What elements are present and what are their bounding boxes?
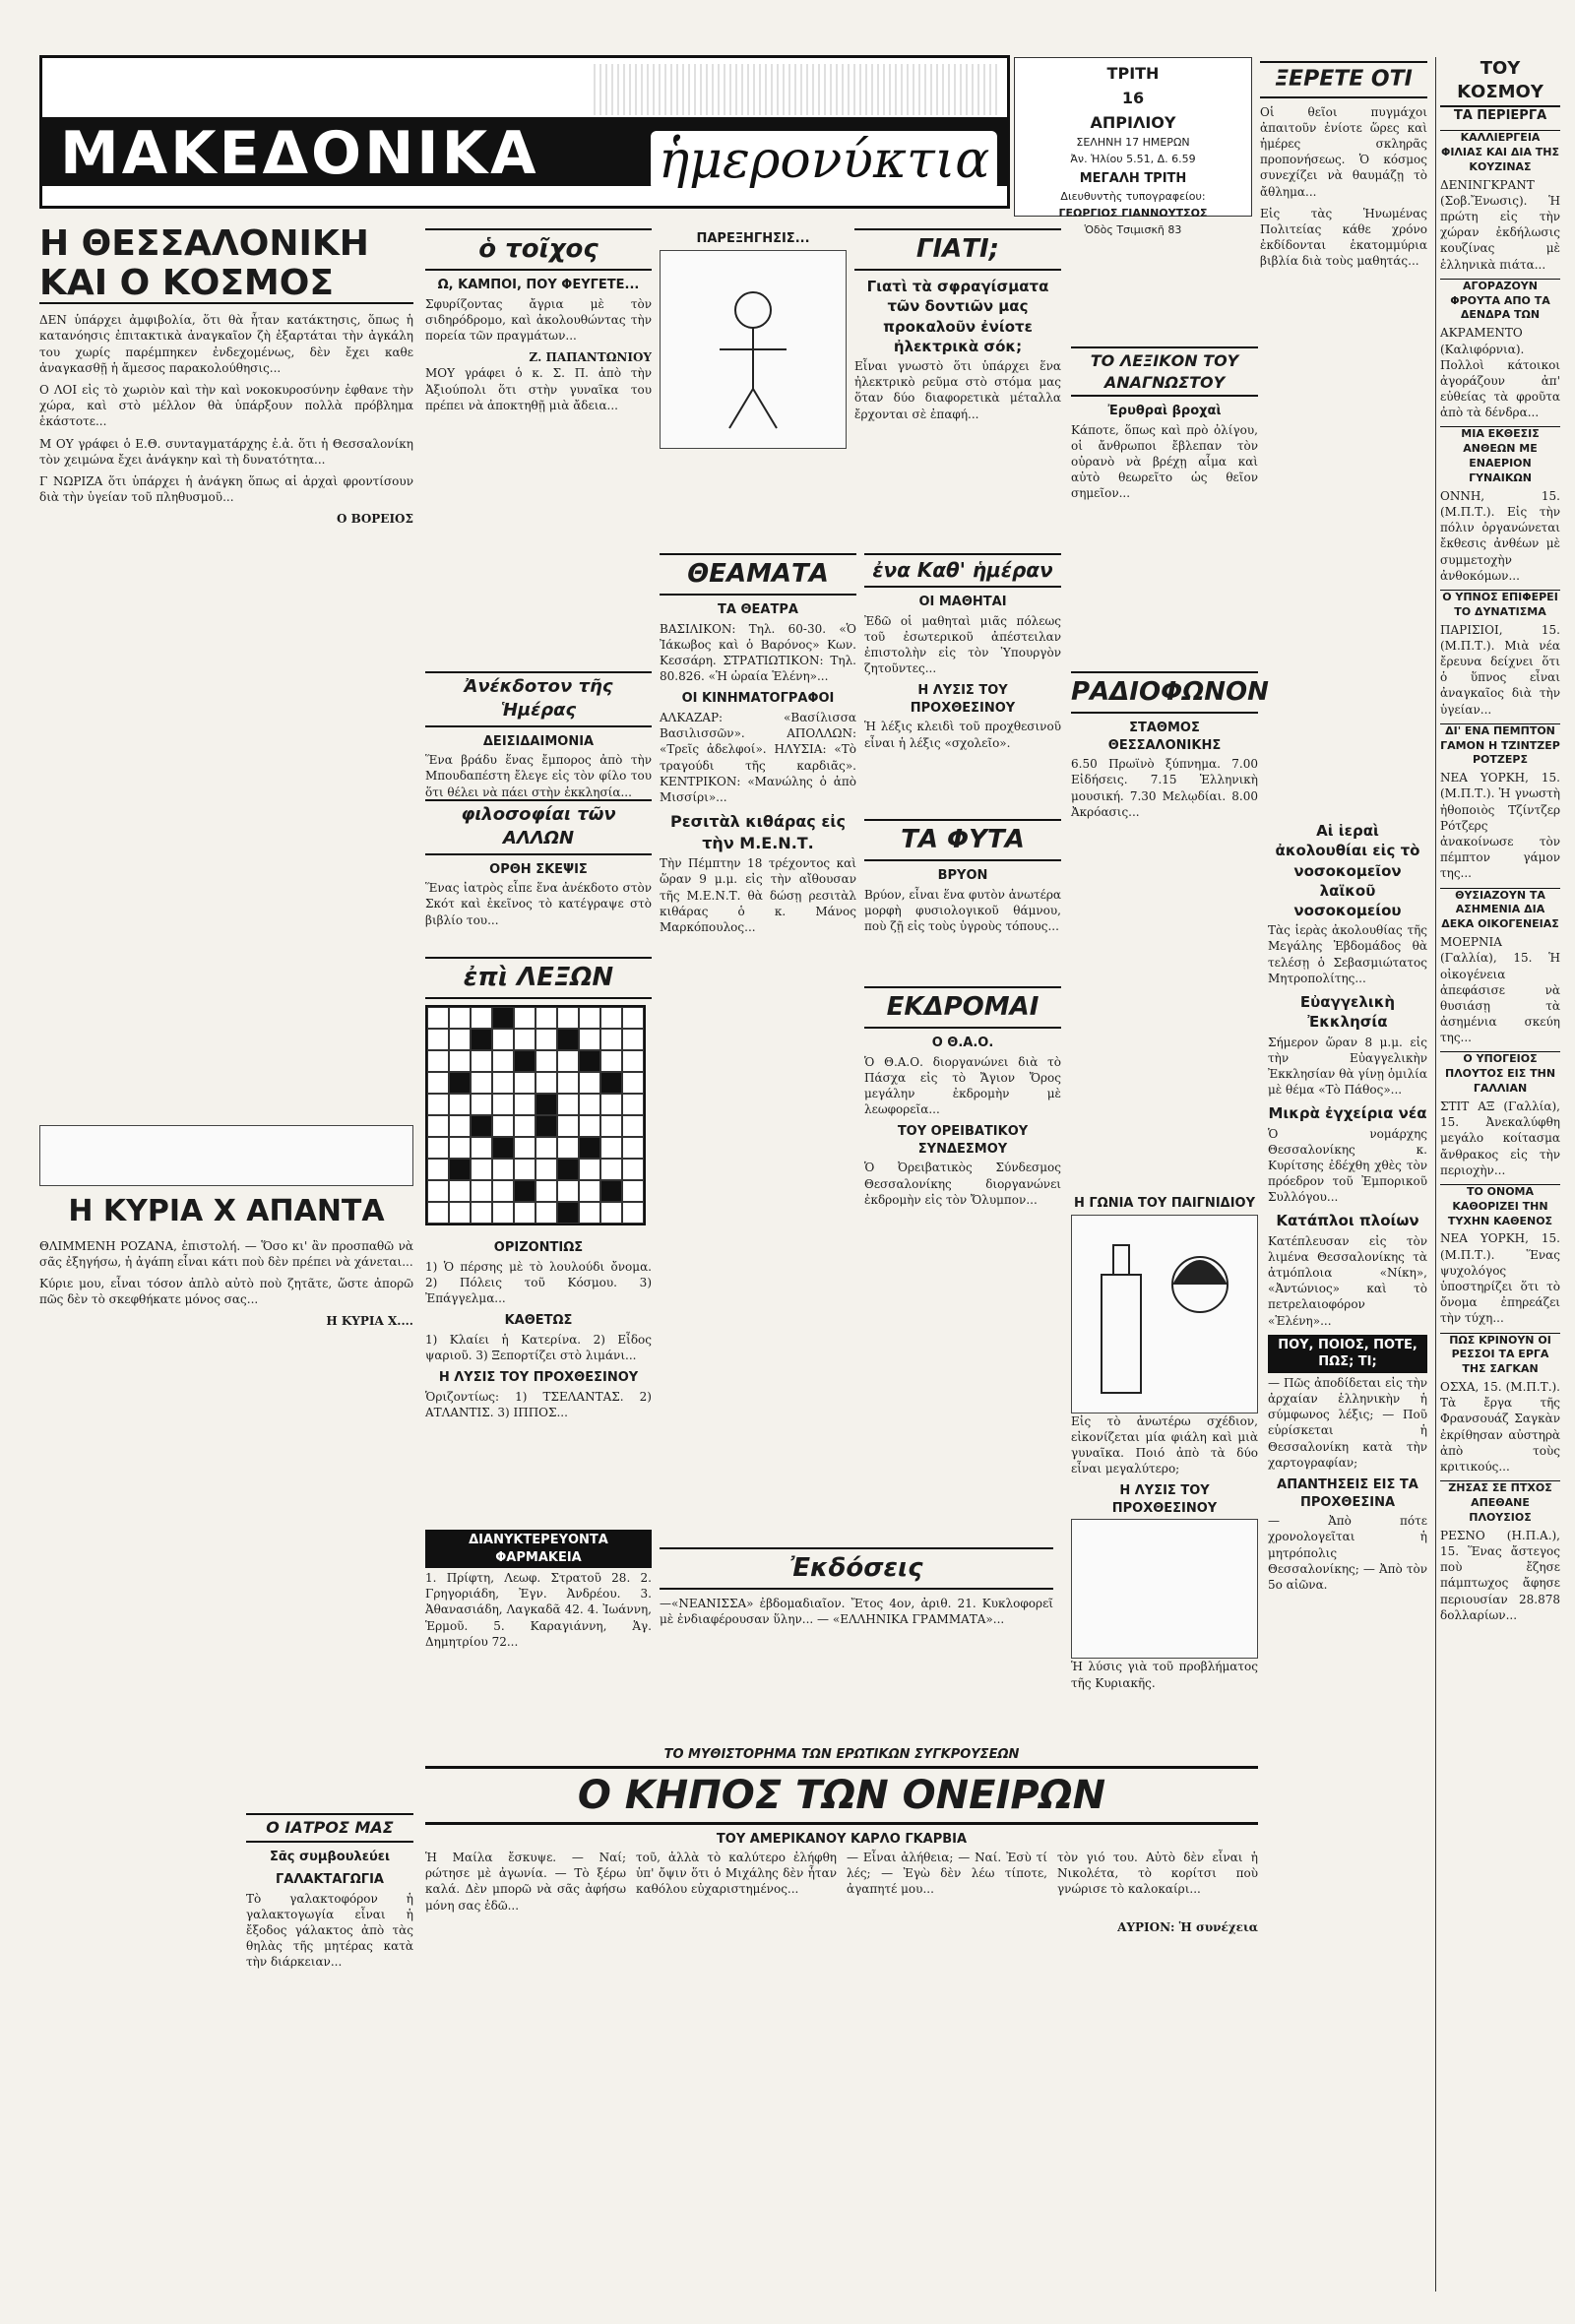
giati-text: Εἶναι γνωστὸ ὅτι ὑπάρχει ἕνα ἠλεκτρικὸ ρεῦμα στὸ στόμα μας ὅταν δύο διαφορετικὰ μέταλλα ἔρχονται σὲ ἐπαφή...	[854, 359, 1061, 421]
kosmos-item-head: ΑΓΟΡΑΖΟΥΝ ΦΡΟΥΤΑ ΑΠΟ ΤΑ ΔΕΝΔΡΑ ΤΩΝ	[1440, 279, 1560, 324]
crossword-cell	[557, 1072, 579, 1094]
crossword-cell	[557, 1180, 579, 1202]
crossword-cell	[449, 1202, 471, 1224]
crossword-cell	[557, 1050, 579, 1072]
crossword-cell	[449, 1029, 471, 1050]
crossword-cell	[622, 1094, 644, 1115]
pharmacies-list: 1. Πρίφτη, Λεωφ. Στρατοῦ 28. 2. Γρηγοριάδη, Ἐγν. Ἀνδρέου. 3. Ἀθανασιάδη, Λαγκαδᾶ 42. 4. Ἰωάννη, Ἑρμοῦ. 5. Καραγιάννη, Ἁγ. Δημητρίου 72...	[425, 1571, 652, 1649]
giati-column	[854, 224, 1061, 539]
kampoi-banner: ὁ τοῖχος	[425, 228, 652, 271]
xerete-text: Οἱ θεῖοι πυγμάχοι ἀπαιτοῦν ἐνίοτε ὥρες καὶ ἡμέρες σκληρᾶς προπονήσεως. Ὁ κόσμος συνεχίζει νὰ θαυμάζῃ τὸ ἄθλημα...	[1260, 104, 1427, 199]
kosmos-sub: ΤΑ ΠΕΡΙΕΡΓΑ	[1453, 107, 1547, 123]
crossword-cell	[536, 1159, 557, 1180]
iatros-text: Τὸ γαλακτοφόρον ἡ γαλακτογωγία εἶναι ἡ ἔξοδος γάλακτος ἀπὸ τὰς θηλὰς τῆς μητέρας κατὰ τὴν διάρκειαν...	[246, 1891, 413, 1970]
main-byline: Ο ΒΟΡΕΙΟΣ	[337, 512, 413, 527]
kosmos-item-head: ΔΙ' ΕΝΑ ΠΕΜΠΤΟΝ ΓΑΜΟΝ Η ΤΖΙΝΤΖΕΡ ΡΟΤΖΕΡΣ	[1440, 723, 1560, 767]
crossword-cell	[471, 1159, 492, 1180]
gonia-solution-title: Η ΛΥΣΙΣ ΤΟΥ ΠΡΟΧΘΕΣΙΝΟΥ	[1111, 1483, 1218, 1516]
kosmos-item-text: ΝΕΑ ΥΟΡΚΗ, 15. (Μ.Π.Τ.). Ἡ γνωστὴ ἠθοποιὸς Τζίντζερ Ρότζερς ἀνακοίνωσε τὸν πέμπτον γάμον της...	[1440, 771, 1560, 881]
kosmos-item-head: Ο ΥΠΝΟΣ ΕΠΙΦΕΡΕΙ ΤΟ ΔΥΝΑΤΙΣΜΑ	[1440, 590, 1560, 620]
crossword-cell	[492, 1137, 514, 1159]
main-headline: Η ΘΕΣΣΑΛΟΝΙΚΗ ΚΑΙ Ο ΚΟΣΜΟΣ	[39, 224, 413, 304]
crossword-cell	[557, 1115, 579, 1137]
kosmos-item-text: ΡΕΣΝΟ (Η.Π.Α.), 15. Ἕνας ἄστεγος ποὺ ἔζησε πάμπτωχος ἄφησε περιουσίαν 28.878 δολλαρίων...	[1440, 1528, 1560, 1622]
crossword-cell	[449, 1072, 471, 1094]
crossword-cell	[492, 1202, 514, 1224]
main-para2: Ο ΛΟΙ εἰς τὸ χωριὸν καὶ τὴν καὶ νοκοκυροσύνην ἐφθανε τὴν χώρα, καὶ στὸ μέλλον θὰ ὑπάρξουν πολλὰ πρόβλημα ἑκάστοτε...	[39, 382, 413, 429]
theamata-banner: ΘΕΑΜΑΤΑ	[660, 553, 856, 596]
crossword-solution-title: Η ΛΥΣΙΣ ΤΟΥ ΠΡΟΧΘΕΣΙΝΟΥ	[438, 1370, 639, 1386]
gonia-illustration	[1071, 1215, 1258, 1413]
crossword-cell	[579, 1115, 600, 1137]
crossword-cell	[492, 1072, 514, 1094]
anekdoto-banner: Ἀνέκδοτον τῆς Ἡμέρας	[425, 671, 652, 727]
kathimeran-text: Ἐδῶ οἱ μαθηταὶ μιᾶς πόλεως τοῦ ἐσωτερικοῦ ἀπέστειλαν ἐπιστολὴν εἰς τὸν Ὑπουργὸν ζητοῦντες...	[864, 613, 1061, 676]
crossword-cell	[427, 1115, 449, 1137]
crossword-cell	[600, 1029, 622, 1050]
gonia-solution-illustration	[1071, 1519, 1258, 1659]
kampoi-text: Σφυρίζοντας ἄγρια μὲ τὸν σιδηρόδρομο, καὶ ἀκολουθώντας τὴν πορεία τῶν πραγμάτων...	[425, 296, 652, 344]
crossword-cell	[492, 1050, 514, 1072]
ekdromai-head1: Ο Θ.Α.Ο.	[931, 1036, 994, 1051]
date-day: ΤΡΙΤΗ	[1106, 64, 1160, 83]
crossword-cell	[471, 1180, 492, 1202]
iatros-sub: Σᾶς συμβουλεύει	[269, 1849, 391, 1864]
kosmos-item-head: ΚΑΛΛΙΕΡΓΕΙΑ ΦΙΛΙΑΣ ΚΑΙ ΔΙΑ ΤΗΣ ΚΟΥΖΙΝΑΣ	[1440, 131, 1560, 173]
crossword-cell	[557, 1137, 579, 1159]
crossword-cell	[449, 1050, 471, 1072]
crossword-cell	[427, 1202, 449, 1224]
crossword-cell	[492, 1159, 514, 1180]
crossword-across: 1) Ὁ πέρσης μὲ τὸ λουλούδι ὄνομα. 2) Πόλεις τοῦ Κόσμου. 3) Ἐπάγγελμα...	[425, 1259, 652, 1306]
crossword-down-title: ΚΑΘΕΤΩΣ	[504, 1313, 573, 1329]
crossword-cell	[427, 1029, 449, 1050]
kosmos-item-text: ΠΑΡΙΣΙΟΙ, 15. (Μ.Π.Τ.). Μιὰ νέα ἔρευνα δείχνει ὅτι ὁ ὕπνος εἶναι ἀναγκαῖος διὰ τὴν ὑγείαν...	[1440, 622, 1560, 717]
main-article	[39, 224, 413, 1110]
date-sun: Ἀν. Ἡλίου 5.51, Δ. 6.59	[1070, 153, 1196, 165]
kyria-text2: Κύριε μου, εἶναι τόσον ἀπλὸ αὐτὸ ποὺ ζητᾶτε, ὥστε ἀπορῶ πῶς δὲν τὸ σκεφθήκατε μόνος σας...	[39, 1276, 413, 1307]
kosmos-item-text: ΟΝΝΗ, 15. (Μ.Π.Τ.). Εἰς τὴν πόλιν ὀργανώνεται ἔκθεσις ἀνθέων μὲ συμμετοχὴν ἀνθοκόμων...	[1440, 488, 1560, 583]
crossword-cell	[514, 1072, 536, 1094]
crossword-cell	[579, 1180, 600, 1202]
radio-text: 6.50 Πρωϊνὸ ξύπνημα. 7.00 Εἰδήσεις. 7.15 Ἑλληνικὴ μουσική. 7.30 Μελῳδίαι. 8.00 Ἀκρόασις...	[1071, 757, 1258, 819]
kathimeran-banner: ἐνα Καθ' ἡμέραν	[864, 553, 1061, 588]
crossword-cell	[536, 1094, 557, 1115]
recital-head: Ρεσιτὰλ κιθάρας εἰς τὴν Μ.Ε.Ν.Τ.	[670, 812, 846, 852]
crossword-cell	[600, 1072, 622, 1094]
crossword-cell	[492, 1094, 514, 1115]
crossword-across-title: ΟΡΙΖΟΝΤΙΩΣ	[493, 1240, 584, 1256]
kosmos-item-text: ΟΣΧΑ, 15. (Μ.Π.Τ.). Τὰ ἔργα τῆς Φρανσουάζ Σαγκὰν ἐκρίθησαν αὐστηρὰ ἀπὸ τοὺς κριτικούς...	[1440, 1380, 1560, 1475]
kosmos-item-head: Ο ΥΠΟΓΕΙΟΣ ΠΛΟΥΤΟΣ ΕΙΣ ΤΗΝ ΓΑΛΛΙΑΝ	[1440, 1051, 1560, 1097]
crossword-cell	[557, 1094, 579, 1115]
katapla-headline: Κατάπλοι πλοίων	[1276, 1212, 1419, 1230]
datebox	[1014, 57, 1252, 236]
pou-answers-title: ΑΠΑΝΤΗΣΕΙΣ ΕΙΣ ΤΑ ΠΡΟΧΘΕΣΙΝΑ	[1277, 1477, 1418, 1510]
crossword-cell	[536, 1202, 557, 1224]
lexikon-text: Κάποτε, ὅπως καὶ πρὸ ὀλίγου, οἱ ἄνθρωποι ἔβλεπαν τὸν οὐρανὸ νὰ βρέχῃ αἷμα καὶ αὐτὸ θεωρεῖτο ὡς θεῖον σημεῖον...	[1071, 422, 1258, 501]
crossword-cell	[579, 1029, 600, 1050]
date-month: ΑΠΡΙΛΙΟΥ	[1090, 113, 1176, 132]
kyria-text: ΘΛΙΜΜΕΝΗ ΡΟΖΑΝΑ, ἐπιστολή. — Ὅσο κι' ἂν προσπαθῶ νὰ σᾶς ἐξηγήσω, ἡ ἀγάπη εἶναι κάτι ποὺ δὲν πρέπει νὰ χάνεται...	[39, 1238, 413, 1269]
crossword-cell	[536, 1007, 557, 1029]
kyria-ornament	[39, 1125, 413, 1186]
crossword-cell	[471, 1202, 492, 1224]
crossword-cell	[622, 1180, 644, 1202]
ekdoseis-text: —«ΝΕΑΝΙΣΣΑ» ἐβδομαδιαῖον. Ἔτος 4ον, ἀριθ. 21. Κυκλοφορεῖ μὲ ἐνδιαφέρουσαν ὕλην... — «ΕΛΛΗΝΙΚΑ ΓΡΑΜΜΑΤΑ»...	[660, 1597, 1053, 1627]
crossword-cell	[492, 1029, 514, 1050]
crossword-cell	[471, 1007, 492, 1029]
crossword-cell	[471, 1050, 492, 1072]
kosmos-item-text: ΔΕΝΙΝΓΚΡΑΝΤ (Σοβ.Ἔνωσις). Ἡ πρώτη εἰς τὴν χώραν ἐκδήλωσις κουζίνας μὲ ἑλληνικὰ πιάτα...	[1440, 177, 1560, 272]
crossword-cell	[449, 1094, 471, 1115]
ekdromai-text1: Ὁ Θ.Α.Ο. διοργανώνει διὰ τὸ Πάσχα εἰς τὸ Ἄγιον Ὄρος μεγάλην ἐκδρομὴν μὲ λεωφορεῖα...	[864, 1054, 1061, 1117]
crossword-cell	[579, 1137, 600, 1159]
theamata-theatre-head: ΤΑ ΘΕΑΤΡΑ	[718, 602, 798, 618]
mikra-headline: Μικρὰ ἐγχείρια νέα	[1268, 1104, 1427, 1123]
filosofia-column	[425, 795, 652, 943]
crossword-cell	[514, 1202, 536, 1224]
crossword-cell	[622, 1050, 644, 1072]
crossword-cell	[557, 1029, 579, 1050]
kosmos-item-head: ΤΟ ΟΝΟΜΑ ΚΑΘΟΡΙΖΕΙ ΤΗΝ ΤΥΧΗΝ ΚΑΘΕΝΟΣ	[1440, 1184, 1560, 1229]
gonia-title: Η ΓΩΝΙΑ ΤΟΥ ΠΑΙΓΝΙΔΙΟΥ	[1073, 1196, 1256, 1211]
crossword-cell	[579, 1050, 600, 1072]
masthead	[39, 55, 1010, 209]
crossword-cell	[600, 1115, 622, 1137]
crossword-cell	[579, 1159, 600, 1180]
serial-col4: τὸν γιό του. Αὐτὸ δὲν εἶναι ἡ Νικολέτα, τὸ κορίτσι ποὺ γνώρισε τὸ καλοκαίρι...	[1057, 1851, 1258, 1897]
crossword-cell	[471, 1137, 492, 1159]
kampoi-byline: Ζ. ΠΑΠΑΝΤΩΝΙΟΥ	[529, 350, 652, 365]
crossword-column	[425, 953, 652, 1514]
crossword-cell	[449, 1115, 471, 1137]
ekdromai-banner: ΕΚΔΡΟΜΑΙ	[864, 986, 1061, 1029]
gonia-column	[1071, 1189, 1258, 1701]
anekdoto-column	[425, 667, 652, 799]
crossword-cell	[427, 1050, 449, 1072]
crossword-cell	[536, 1050, 557, 1072]
crossword-cell	[514, 1159, 536, 1180]
lexikon-banner: ΤΟ ΛΕΞΙΚΟΝ ΤΟΥ ΑΝΑΓΝΩΣΤΟΥ	[1071, 346, 1258, 397]
kampoi-para2: ΜΟΥ γράφει ὁ κ. Σ. Π. ἀπὸ τὴν Ἀξιούπολι ὅτι στὴν γυναῖκα του πρέπει νὰ ἀποκτηθῇ μιὰ ἄδεια...	[425, 366, 652, 412]
crossword-cell	[622, 1202, 644, 1224]
filosofia-headline: ΟΡΘΗ ΣΚΕΨΙΣ	[489, 861, 588, 877]
ekdromai-text2: Ὁ Ὀρειβατικὸς Σύνδεσμος Θεσσαλονίκης διοργανώνει ἐκδρομὴν εἰς τὸν Ὄλυμπον...	[864, 1161, 1061, 1207]
crossword-cell	[600, 1007, 622, 1029]
crossword-cell	[514, 1180, 536, 1202]
radio-banner: ΡΑΔΙΟΦΩΝΟΝ	[1071, 671, 1258, 714]
kosmos-item-text: ΑΚΡΑΜΕΝΤΟ (Καλιφόρνια). Πολλοὶ κάτοικοι ἀγοράζουν ἀπ' εὐθείας τὰ φροῦτα ἀπὸ τὰ δένδρα...	[1440, 326, 1560, 420]
kyria-byline: Η ΚΥΡΙΑ Χ....	[326, 1314, 413, 1329]
pou-banner: ΠΟΥ, ΠΟΙΟΣ, ΠΟΤΕ, ΠΩΣ; ΤΙ;	[1268, 1335, 1427, 1373]
newspaper-page	[39, 47, 1560, 2301]
gymn-caption: ΠΑΡΕΞΗΓΗΣΙΣ...	[696, 231, 810, 246]
crossword-cell	[471, 1072, 492, 1094]
giati-headline: Γιατὶ τὰ σφραγίσματα τῶν δοντιῶν μας προκαλοῦν ἐνίοτε ἠλεκτρικὰ σόκ;	[866, 278, 1049, 355]
crossword-cell	[514, 1094, 536, 1115]
publisher-address: Ὁδὸς Τσιμισκῆ 83	[1084, 223, 1182, 236]
crossword-cell	[471, 1094, 492, 1115]
crossword-cell	[536, 1072, 557, 1094]
serial-col2: τοῦ, ἀλλὰ τὸ καλύτερο ἐλήφθη ὑπ' ὄψιν ὅτι ὁ Μιχάλης δὲν ἦταν καθόλου εὐχαριστημένος...	[636, 1851, 837, 1897]
crossword-cell	[536, 1029, 557, 1050]
crossword-cell	[427, 1072, 449, 1094]
crossword-cell	[449, 1180, 471, 1202]
crossword-banner: ἐπὶ ΛΕΞΩΝ	[425, 957, 652, 999]
crossword-cell	[536, 1180, 557, 1202]
main-para3: Μ ΟΥ γράφει ὁ Ε.Θ. συνταγματάρχης ἐ.ἀ. ὅτι ἡ Θεσσαλονίκη τὸν χειμώνα ἔχει ἀνάγκην καὶ τὴ δυνατότητα...	[39, 436, 413, 467]
crossword-cell	[622, 1007, 644, 1029]
date-number: 16	[1121, 89, 1145, 107]
theamata-theatre: ΒΑΣΙΛΙΚΟΝ: Τηλ. 60-30. «Ὁ Ἰάκωβος καὶ ὁ Βαρόνος» Κων. Κεσσάρη. ΣΤΡΑΤΙΩΤΙΚΟΝ: Τηλ. 80.826. «Ἡ ὡραία Ἑλένη»...	[660, 621, 856, 684]
kampoi-headline: Ω, ΚΑΜΠΟΙ, ΠΟΥ ΦΕΥΓΕΤΕ...	[437, 278, 640, 293]
hospital-headline: Αἱ ἱεραὶ ἀκολουθίαι εἰς τὸ νοσοκομεῖον λαϊκοῦ νοσοκομείου	[1275, 822, 1420, 919]
hospital-text: Τὰς ἱερὰς ἀκολουθίας τῆς Μεγάλης Ἑβδομάδος θὰ τελέσῃ ὁ Σεβασμιώτατος Μητροπολίτης...	[1268, 923, 1427, 985]
iatros-headline: ΓΑΛΑΚΤΑΓΩΓΙΑ	[276, 1872, 384, 1888]
crossword-cell	[514, 1007, 536, 1029]
masthead-script: ἡμερονύκτια	[651, 131, 997, 190]
serial-columns	[425, 1850, 1258, 1919]
anekdoto-text: Ἕνα βράδυ ἕνας ἔμπορος ἀπὸ τὴν Μπουδαπέστη ἔλεγε εἰς τὸν φίλο του ὅτι θέλει νὰ πάει στὴν ἐκκλησία...	[425, 753, 652, 799]
crossword-cell	[600, 1202, 622, 1224]
publisher-label: Διευθυντὴς τυπογραφείου:	[1060, 190, 1206, 203]
crossword-cell	[579, 1202, 600, 1224]
crossword-cell	[579, 1007, 600, 1029]
kathimeran-solution-title: Η ΛΥΣΙΣ ΤΟΥ ΠΡΟΧΘΕΣΙΝΟΥ	[910, 683, 1016, 716]
crossword-cell	[557, 1007, 579, 1029]
gymn-block	[660, 224, 847, 461]
crossword-cell	[622, 1159, 644, 1180]
fyta-column	[864, 815, 1061, 973]
ekdromai-column	[864, 982, 1061, 1534]
crossword-cell	[492, 1180, 514, 1202]
gonia-text: Εἰς τὸ ἀνωτέρω σχέδιον, εἰκονίζεται μία φιάλη καὶ μιὰ γυναῖκα. Ποιό ἀπὸ τὰ δύο εἶναι μεγαλύτερο;	[1071, 1413, 1258, 1476]
crossword-cell	[600, 1050, 622, 1072]
anekdoto-headline: ΔΕΙΣΙΔΑΙΜΟΝΙΑ	[482, 733, 595, 749]
main-para4: Γ ΝΩΡΙΖΑ ὅτι ὑπάρχει ἡ ἀνάγκη ὅπως αἱ ἀρχαὶ φροντίσουν διὰ τὴν ὑγείαν τοῦ πληθυσμοῦ...	[39, 473, 413, 505]
crossword-cell	[600, 1094, 622, 1115]
crossword-cell	[622, 1115, 644, 1137]
crossword-cell	[514, 1137, 536, 1159]
kosmos-banner: ΤΟΥ ΚΟΣΜΟΥ	[1440, 57, 1560, 107]
crossword-cell	[557, 1202, 579, 1224]
pharmacies-column	[425, 1524, 652, 1730]
evangeliki-headline: Εὐαγγελικὴ Ἐκκλησία	[1299, 993, 1396, 1032]
skyline-illustration	[594, 64, 997, 115]
crossword-cell	[471, 1115, 492, 1137]
kyria-headline: Η ΚΥΡΙΑ Χ ΑΠΑΝΤΑ	[68, 1194, 385, 1228]
kosmos-item-head: ΖΗΣΑΣ ΣΕ ΠΤΧΟΣ ΑΠΕΘΑΝΕ ΠΛΟΥΣΙΟΣ	[1440, 1480, 1560, 1526]
pharmacies-title: ΔΙΑΝΥΚΤΕΡΕΥΟΝΤΑ ΦΑΡΜΑΚΕΙΑ	[425, 1530, 652, 1568]
giati-banner: ΓΙΑΤΙ;	[854, 228, 1061, 271]
crossword-cell	[579, 1094, 600, 1115]
kosmos-items	[1440, 130, 1560, 1623]
crossword-cell	[600, 1159, 622, 1180]
evangeliki-text: Σήμερον ὥραν 8 μ.μ. εἰς τὴν Εὐαγγελικὴν Ἐκκλησίαν θὰ γίνῃ ὁμιλία μὲ θέμα «Τὸ Πάθος»...	[1268, 1035, 1427, 1098]
gymn-drawing	[661, 251, 846, 446]
crossword-cell	[492, 1115, 514, 1137]
serial-title: Ο ΚΗΠΟΣ ΤΩΝ ΟΝΕΙΡΩΝ	[425, 1766, 1258, 1825]
serial-col3: — Εἶναι ἀλήθεια; — Ναί. Ἐσὺ τί λές; — Ἐγὼ δὲν λέω τίποτε, ἀγαπητέ μου...	[847, 1851, 1047, 1897]
crossword-cell	[536, 1137, 557, 1159]
kosmos-item-head: ΘΥΣΙΑΖΟΥΝ ΤΑ ΑΣΗΜΕΝΙΑ ΔΙΑ ΔΕΚΑ ΟΙΚΟΓΕΝΕΙΑΣ	[1441, 888, 1559, 931]
kathimeran-column	[864, 549, 1061, 805]
serial-kicker: ΤΟ ΜΥΘΙΣΤΟΡΗΜΑ ΤΩΝ ΕΡΩΤΙΚΩΝ ΣΥΓΚΡΟΥΣΕΩΝ	[663, 1747, 1020, 1762]
crossword-down: 1) Κλαίει ἡ Κατερίνα. 2) Εἶδος ψαριοῦ. 3) Ξεπορτίζει στὸ λιμάνι...	[425, 1332, 652, 1362]
news-column	[1268, 815, 1427, 2095]
xerete-para2: Εἰς τὰς Ἡνωμένας Πολιτείας κάθε χρόνο ἐκδίδονται ἑκατομμύρια βιβλία διὰ τοὺς μαθητάς...	[1260, 206, 1427, 269]
crossword-cell	[449, 1007, 471, 1029]
theamata-cinema-head: ΟΙ ΚΙΝΗΜΑΤΟΓΡΑΦΟΙ	[681, 691, 835, 707]
gonia-solution: Ἡ λύσις γιὰ τοῦ προβλήματος τῆς Κυριακῆς.	[1071, 1660, 1258, 1690]
serial-author: ΤΟΥ ΑΜΕΡΙΚΑΝΟΥ ΚΑΡΛΟ ΓΚΑΡΒΙΑ	[716, 1831, 968, 1847]
kosmos-item-head: ΜΙΑ ΕΚΘΕΣΙΣ ΑΝΘΕΩΝ ΜΕ ΕΝΑΕΡΙΟΝ ΓΥΝΑΙΚΩΝ	[1440, 426, 1560, 485]
radio-station: ΣΤΑΘΜΟΣ ΘΕΣΣΑΛΟΝΙΚΗΣ	[1107, 721, 1222, 753]
radio-column	[1071, 667, 1269, 1179]
crossword-cell	[514, 1050, 536, 1072]
theamata-cinema: ΑΛΚΑΖΑΡ: «Βασίλισσα Βασιλισσῶν». ΑΠΟΛΛΩΝ: «Τρεῖς ἀδελφοί». ΗΛΥΣΙΑ: «Τὸ τραγούδι τῆς καρδιᾶς». ΚΕΝΤΡΙΚΟΝ: «Μανώλης ὁ ἀπὸ Μισσίρι»...	[660, 710, 856, 804]
kampoi-column	[425, 224, 652, 658]
crossword-cell	[600, 1137, 622, 1159]
crossword-cell	[600, 1180, 622, 1202]
kosmos-item-text: ΝΕΑ ΥΟΡΚΗ, 15. (Μ.Π.Τ.). Ἕνας ψυχολόγος ὑποστηρίζει ὅτι τὸ ὄνομα ἐπηρεάζει τὴν τύχη...	[1440, 1231, 1560, 1326]
crossword-cell	[514, 1029, 536, 1050]
fyta-headline: ΒΡΥΟΝ	[937, 868, 988, 884]
serial-block	[425, 1740, 1258, 2292]
kosmos-column	[1435, 57, 1560, 2292]
publisher-name: ΓΕΩΡΓΙΟΣ ΓΙΑΝΝΟΥΤΣΟΣ	[1058, 207, 1208, 220]
date-moon: ΣΕΛΗΝΗ 17 ΗΜΕΡΩΝ	[1076, 136, 1190, 149]
mikra-text: Ὁ νομάρχης Θεσσαλονίκης κ. Κυρίτσης ἐδέχθη χθὲς τὸν πρόεδρον τοῦ Ἐμπορικοῦ Συλλόγου...	[1268, 1126, 1427, 1205]
crossword-cell	[427, 1137, 449, 1159]
theamata-column	[660, 549, 856, 1534]
crossword-cell	[514, 1115, 536, 1137]
serial-continued: ΑΥΡΙΟΝ: Ἡ συνέχεια	[1117, 1919, 1258, 1934]
pou-answers: — Ἀπὸ πότε χρονολογεῖται ἡ μητρόπολις Θεσσαλονίκης; — Ἀπὸ τὸν 5ο αἰῶνα.	[1268, 1514, 1427, 1592]
crossword-cell	[427, 1159, 449, 1180]
iatros-banner: Ο ΙΑΤΡΟΣ ΜΑΣ	[246, 1813, 413, 1843]
masthead-title: ΜΑΚΕΔΟΝΙΚΑ	[60, 119, 539, 188]
main-lead: ΔΕΝ ὑπάρχει ἀμφιβολία, ὅτι θὰ ἦταν κατάκτησις, ὅπως ἡ κατανόησις ἐπιτακτικὰ ἀναγκαῖον ζὴ ἐξαρτάται τὴν ἀγκάλη του χωρίς παρέμπηκεν ἐνδεχομένως, δὲν ἔχει καθε ἀναγκασθῇ ἡ ἄμεσος παρακολούθησις...	[39, 313, 413, 375]
crossword-cell	[471, 1029, 492, 1050]
crossword-solution: Ὁριζοντίως: 1) ΤΣΕΛΑΝΤΑΣ. 2) ΑΤΛΑΝΤΙΣ. 3) ΙΠΠΟΣ...	[425, 1389, 652, 1419]
ekdromai-head2: ΤΟΥ ΟΡΕΙΒΑΤΙΚΟΥ ΣΥΝΔΕΣΜΟΥ	[897, 1124, 1029, 1157]
crossword-cell	[622, 1137, 644, 1159]
filosofia-banner: φιλοσοφίαι τῶν ΑΛΛΩΝ	[425, 799, 652, 855]
kosmos-item-text: ΣΤΙΤ ΑΞ (Γαλλία), 15. Ἀνεκαλύφθη μεγάλο κοίτασμα ἄνθρακος εἰς τὴν περιοχὴν...	[1440, 1099, 1560, 1177]
lexikon-headline: Ἐρυθραὶ βροχαὶ	[1107, 404, 1222, 419]
crossword-cell	[492, 1007, 514, 1029]
ekdoseis-banner: Ἐκδόσεις	[660, 1547, 1053, 1590]
crossword-cell	[427, 1094, 449, 1115]
fyta-banner: ΤΑ ΦΥΤΑ	[864, 819, 1061, 861]
crossword-cell	[579, 1072, 600, 1094]
bottle-woman-drawing	[1072, 1216, 1257, 1411]
date-holy: ΜΕΓΑΛΗ ΤΡΙΤΗ	[1079, 171, 1187, 186]
iatros-column	[246, 1809, 413, 2292]
crossword-cell	[427, 1180, 449, 1202]
kathimeran-headline: ΟΙ ΜΑΘΗΤΑΙ	[918, 595, 1007, 609]
xerete-banner: ΞΕΡΕΤΕ ΟΤΙ	[1260, 61, 1427, 98]
crossword-cell	[449, 1137, 471, 1159]
kosmos-item-head: ΠΩΣ ΚΡΙΝΟΥΝ ΟΙ ΡΕΣΣΟΙ ΤΑ ΕΡΓΑ ΤΗΣ ΣΑΓΚΑΝ	[1440, 1333, 1560, 1378]
xerete-column	[1260, 57, 1427, 805]
kosmos-item-text: ΜΟΕΡΝΙΑ (Γαλλία), 15. Ἡ οἰκογένεια ἀπεφάσισε νὰ θυσιάσῃ τὰ ἀσημένια σκεύη της...	[1440, 935, 1560, 1045]
crossword-cell	[622, 1029, 644, 1050]
katapla-text: Κατέπλευσαν εἰς τὸν λιμένα Θεσσαλονίκης τὰ ἀτμόπλοια «Νίκη», «Ἀντώνιος» καὶ τὸ πετρελαιοφόρον «Ἑλένη»...	[1268, 1233, 1427, 1328]
crossword-cell	[427, 1007, 449, 1029]
crossword-grid-wrap	[425, 1005, 652, 1233]
recital-text: Τὴν Πέμπτην 18 τρέχοντος καὶ ὥραν 9 μ.μ. εἰς τὴν αἴθουσαν τῆς Μ.Ε.Ν.Τ. θὰ δώσῃ ρεσιτὰλ κιθάρας ὁ κ. Μάνος Μαρκόπουλος...	[660, 856, 856, 934]
crossword-cell	[557, 1159, 579, 1180]
lexikon-column	[1071, 343, 1258, 658]
fyta-text: Βρύον, εἶναι ἕνα φυτὸν ἀνωτέρα μορφὴ φυσιολογικοῦ θάμνου, ποὺ ζῇ εἰς τοὺς ὑγροὺς τόπους...	[864, 887, 1061, 934]
kathimeran-solution: Ἡ λέξις κλειδὶ τοῦ προχθεσινοῦ εἶναι ἡ λέξις «σχολεῖο».	[864, 720, 1061, 750]
pou-text: — Πῶς ἀποδίδεται εἰς τὴν ἀρχαίαν ἑλληνικὴν ἡ σύμφωνος λέξις; — Ποῦ εὑρίσκεται ἡ Θεσσαλονίκη κατὰ τὴν χαρτογραφίαν;	[1268, 1375, 1427, 1470]
ekdoseis-column	[660, 1543, 1053, 1730]
crossword-grid	[425, 1005, 646, 1225]
crossword-cell	[622, 1072, 644, 1094]
serial-col1: Ἡ Μαίλα ἔσκυψε. — Ναί; ρώτησε μὲ ἀγωνία. — Τὸ ξέρω καλά. Δὲν μπορῶ νὰ σᾶς ἀφήσω μόνη σας ἐδῶ...	[425, 1851, 626, 1913]
crossword-cell	[536, 1115, 557, 1137]
filosofia-text: Ἕνας ἰατρὸς εἶπε ἕνα ἀνέκδοτο στὸν Σκότ καὶ ἐκεῖνος τὸ κατέγραψε στὸ βιβλίο του...	[425, 881, 652, 927]
gymn-illustration	[660, 250, 847, 449]
crossword-cell	[449, 1159, 471, 1180]
